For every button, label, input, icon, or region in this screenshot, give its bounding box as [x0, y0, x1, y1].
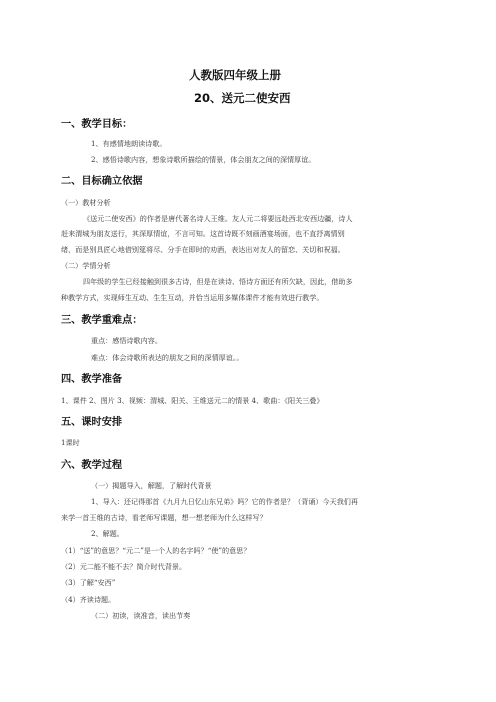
paragraph-line: 四年级的学生已经接触到很多古诗，但是在读诗、悟诗方面还有所欠缺，因此，借助多 — [83, 277, 353, 286]
subheading-students: （二）学情分析 — [61, 261, 111, 270]
process-line: （1）“送”的意思？“元二”是一个人的名字吗？“使”的意思？ — [61, 546, 251, 555]
section-heading-basis: 二、目标确立依据 — [61, 176, 143, 187]
section-heading-preparation: 四、教学准备 — [61, 374, 123, 385]
process-line: （一）揭题导入，解题，了解时代背景 — [91, 481, 212, 490]
schedule-line: 1课时 — [61, 438, 80, 447]
section-heading-schedule: 五、课时安排 — [61, 417, 123, 428]
keypoint-item: 重点：感悟诗歌内容。 — [91, 336, 162, 345]
process-line: 来学一首王维的古诗，看老师写课题，想一想老师为什么这样写？ — [61, 513, 267, 522]
section-heading-keypoints: 三、教学重难点： — [61, 315, 143, 326]
lesson-title: 20、送元二使安西 — [194, 91, 291, 105]
goal-item: 1、有感情地朗读诗歌。 — [91, 139, 167, 148]
paragraph-line: 《送元二使安西》的作者是唐代著名诗人王维。友人元二将要远赴西北安西边疆，诗人 — [83, 214, 353, 223]
subheading-textbook: （一）教材分析 — [61, 198, 111, 207]
keypoint-item: 难点：体会诗歌所表达的朋友之间的深情厚谊。。 — [91, 353, 244, 362]
document-title: 人教版四年级上册 — [189, 68, 281, 82]
paragraph-line: 绪，而是别具匠心地借别筵将尽、分手在即时的劝酒，表达出对友人的留恋、关切和祝福。 — [61, 245, 345, 254]
process-line: 2、解题。 — [91, 529, 124, 538]
section-heading-goals: 一、教学目标： — [61, 119, 133, 130]
process-line: （4）齐读诗题。 — [61, 595, 116, 604]
paragraph-line: 赶来渭城为朋友送行，其深厚情谊，不言可知。这首诗既不刻画酒宴场面，也不直抒离情别 — [61, 229, 345, 238]
goal-item: 2、感悟诗歌内容，想象诗歌所描绘的情景，体会朋友之间的深情厚谊。 — [91, 155, 316, 164]
process-line: （3）了解“安西” — [61, 578, 116, 587]
paragraph-line: 种教学方式，实现师生互动、生生互动，并恰当运用多媒体课件才能有效进行教学。 — [61, 293, 324, 302]
process-line: （2）元二能不能不去？简介时代背景。 — [61, 562, 187, 571]
process-line: （二）初读，读准音，读出节奏 — [91, 611, 191, 620]
process-line: 1、导入：还记得那首《九月九日忆山东兄弟》吗？它的作者是？（背诵）今天我们再 — [91, 497, 358, 506]
preparation-line: 1、课件 2、图片 3、视频：渭城、阳关、王维送元二的情景 4、歌曲：《阳关三叠》 — [61, 396, 324, 405]
section-heading-process: 六、教学过程 — [61, 460, 123, 471]
